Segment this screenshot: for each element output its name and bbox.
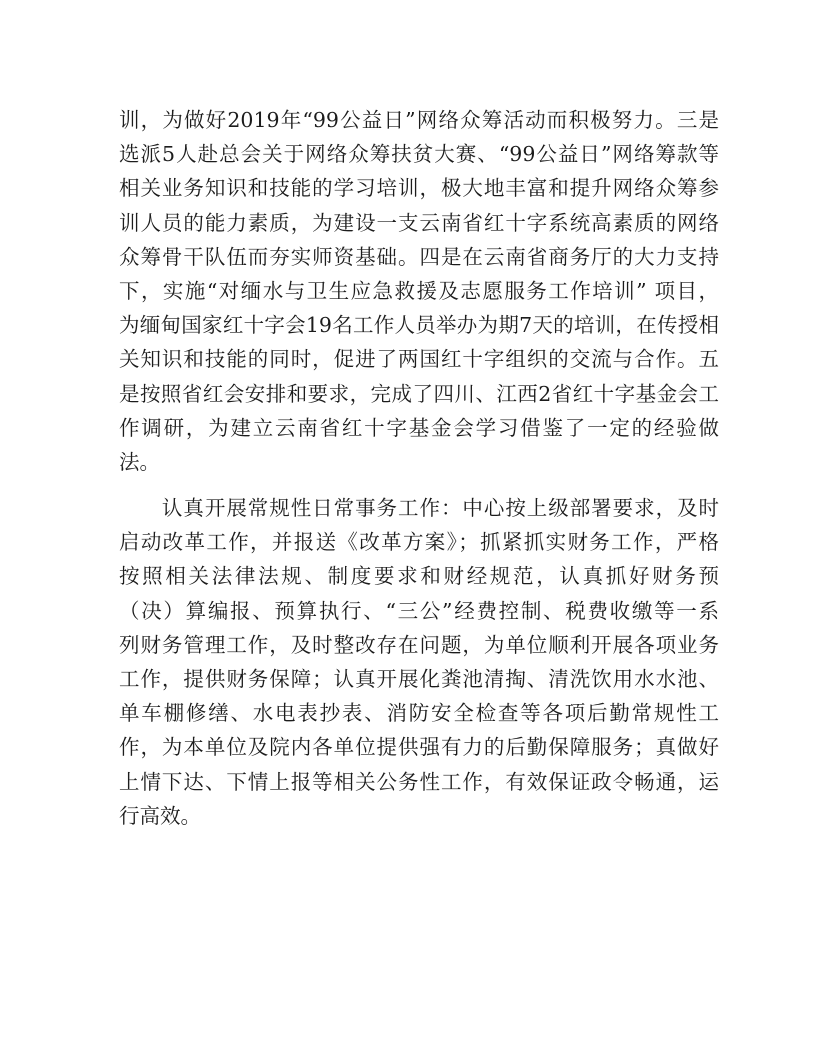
text-line: 是按照省红会安排和要求，完成了四川、江西2省红十字基金会工 [119,381,719,406]
text-line: 列财务管理工作，及时整改存在问题，为单位顺利开展各项业务 [119,632,719,657]
text-line: 上情下达、下情上报等相关公务性工作，有效保证政令畅通，运 [119,769,719,794]
text-line: 作调研，为建立云南省红十字基金会学习借鉴了一定的经验做 [119,415,719,440]
text-line: 工作，提供财务保障；认真开展化粪池清掏、清洗饮用水水池、 [119,667,719,691]
paragraph [119,491,719,833]
text-line: 法。 [119,449,160,474]
text-line: 训人员的能力素质，为建设一支云南省红十字系统高素质的网络 [119,210,719,235]
document-body [119,103,719,833]
text-line: 下，实施“对缅水与卫生应急救援及志愿服务工作培训” 项目， [119,278,719,303]
text-line: 行高效。 [119,803,201,828]
text-line: （决）算编报、预算执行、“三公”经费控制、税费收缴等一系 [119,598,719,623]
paragraph-gap [119,479,719,491]
text-line: 单车棚修缮、水电表抄表、消防安全检查等各项后勤常规性工 [119,701,719,726]
text-line: 训，为做好2019年“99公益日”网络众筹活动而积极努力。三是 [119,108,719,132]
text-line: 按照相关法律法规、制度要求和财经规范，认真抓好财务预 [119,564,719,589]
text-line: 作，为本单位及院内各单位提供强有力的后勤保障服务；真做好 [119,735,719,760]
text-line: 众筹骨干队伍而夯实师资基础。四是在云南省商务厅的大力支持 [119,244,719,269]
paragraph [119,103,719,479]
text-line: 启动改革工作，并报送《改革方案》；抓紧抓实财务工作，严格 [119,530,719,555]
text-line: 关知识和技能的同时，促进了两国红十字组织的交流与合作。五 [119,347,719,372]
text-line: 选派5人赴总会关于网络众筹扶贫大赛、“99公益日”网络筹款等 [119,142,719,167]
text-line: 为缅甸国家红十字会19名工作人员举办为期7天的培训，在传授相 [119,313,719,338]
text-line: 相关业务知识和技能的学习培训，极大地丰富和提升网络众筹参 [119,176,719,201]
text-line: 认真开展常规性日常事务工作：中心按上级部署要求，及时 [119,496,719,521]
